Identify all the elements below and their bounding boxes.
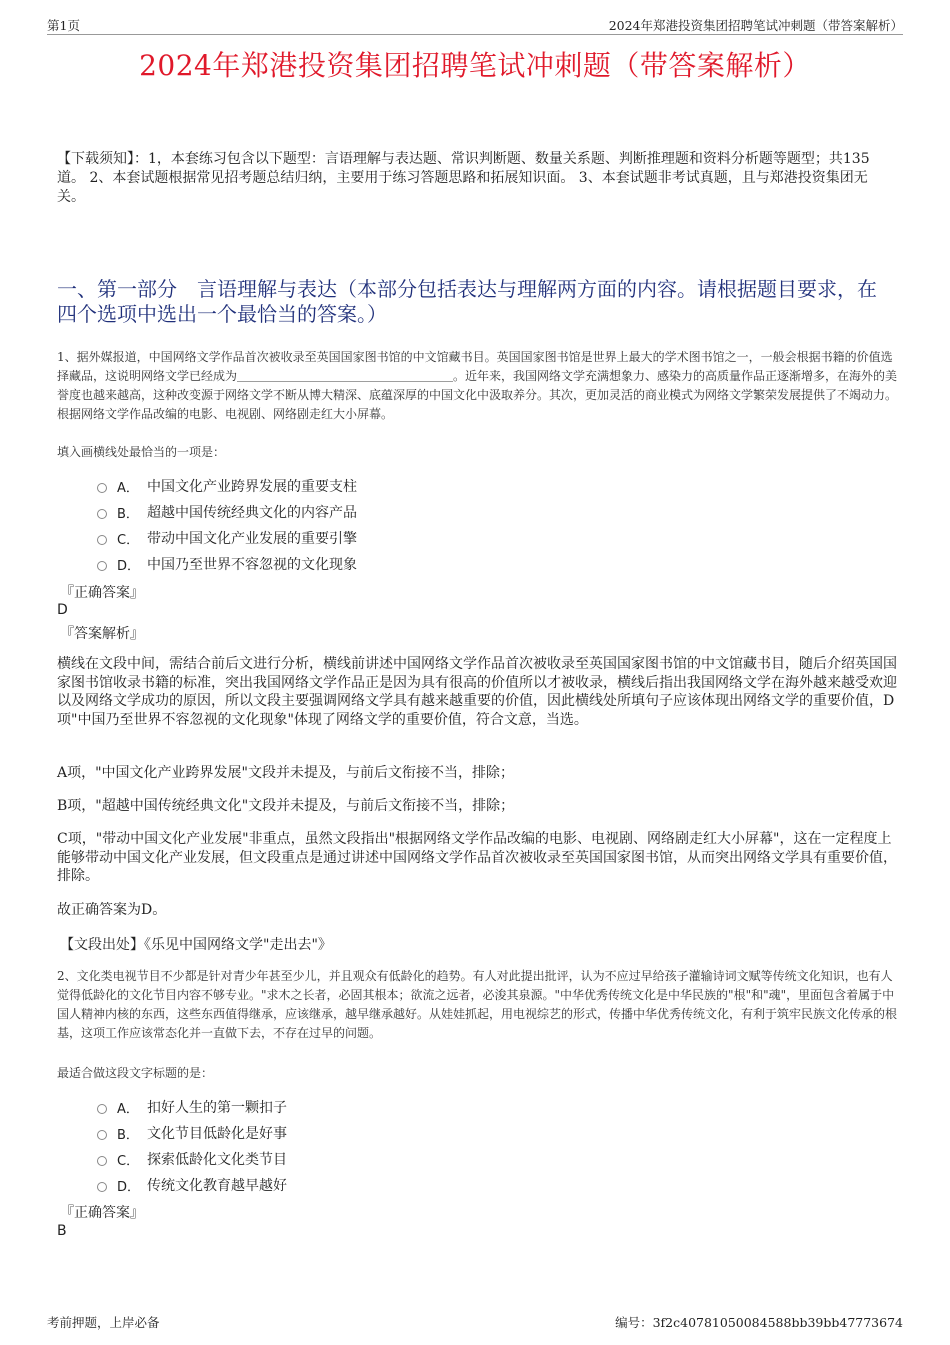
page-header xyxy=(47,16,903,35)
footer-doc-id: 编号：3f2c40781050084588bb39bb47773674 xyxy=(615,1315,903,1330)
section-title: 一、第一部分 言语理解与表达（本部分包括表达与理解两方面的内容。请根据题目要求，在四个选项中选出一个最恰当的答案。） xyxy=(57,277,877,326)
footer-slogan: 考前押题，上岸必备 xyxy=(47,1315,160,1330)
question-1-option-a[interactable]: A． 中国文化产业跨界发展的重要支柱 xyxy=(97,476,357,496)
radio-icon[interactable] xyxy=(97,1182,107,1192)
question-1-option-b[interactable]: B． 超越中国传统经典文化的内容产品 xyxy=(97,502,357,522)
radio-icon[interactable] xyxy=(97,483,107,493)
radio-icon[interactable] xyxy=(97,509,107,519)
download-notice: 【下载须知】：1，本套练习包含以下题型：言语理解与表达题、常识判断题、数量关系题、判断推理题和资料分析题等题型；共135道。 2、本套试题根据常见招考题总结归纳，主要用于练习答题思路和拓展知识面。 3、本套试题非考试真题，且与郑港投资集团无关。 xyxy=(57,151,870,205)
question-1-analysis-paragraph: 横线在文段中间，需结合前后文进行分析，横线前讲述中国网络文学作品首次被收录至英国国家图书馆的中文馆藏书目，随后介绍英国国家图书馆收录书籍的标准，突出我国网络文学作品正是因为具有很高的价值所以才被收录，横线后指出我国网络文学在海外越来越受欢迎以及网络文学成功的原因，所以文段主要强调网络文学具有越来越重要的价值，因此横线处所填句子应该体现出网络文学的重要价值，D项"中国乃至世界不容忽视的文化现象"体现了网络文学的重要价值，符合文意，当选。 xyxy=(57,656,897,728)
question-1-analysis-paragraph: C项，"带动中国文化产业发展"非重点，虽然文段指出"根据网络文学作品改编的电影、电视剧、网络剧走红大小屏幕"，这在一定程度上能够带动中国文化产业发展，但文段重点是通过讲述中国网络文学作品首次被收录至英国国家图书馆，从而突出网络文学具有重要价值，排除。 xyxy=(57,831,897,884)
question-2-option-b[interactable]: B． 文化节目低龄化是好事 xyxy=(97,1123,287,1143)
question-1-prompt: 填入画横线处最恰当的一项是： xyxy=(57,445,226,459)
header-doc-title: 2024年郑港投资集团招聘笔试冲刺题（带答案解析） xyxy=(608,18,903,33)
question-2-prompt: 最适合做这段文字标题的是： xyxy=(57,1066,214,1080)
radio-icon[interactable] xyxy=(97,1156,107,1166)
question-2-answer-label: 『正确答案』 xyxy=(60,1205,144,1221)
question-2-text: 2、文化类电视节目不少都是针对青少年甚至少儿，并且观众有低龄化的趋势。有人对此提出批评，认为不应过早给孩子灌输诗词文赋等传统文化知识，也有人觉得低龄化的文化节目内容不够专业。"求木之长者，必固其根本；欲流之远者，必浚其泉源。"中华优秀传统文化是中华民族的"根"和"魂"，里面包含着属于中国人精神内核的东西，这些东西值得继承，应该继承，越早继承越好。从娃娃抓起，用电视综艺的形式，传播中华优秀传统文化，有利于筑牢民族文化传承的根基，这项工作应该常态化并一直做下去，不存在过早的问题。 xyxy=(57,969,898,1040)
question-2-option-d[interactable]: D． 传统文化教育越早越好 xyxy=(97,1175,287,1195)
question-1-option-c[interactable]: C． 带动中国文化产业发展的重要引擎 xyxy=(97,528,357,548)
radio-icon[interactable] xyxy=(97,1104,107,1114)
radio-icon[interactable] xyxy=(97,535,107,545)
question-1-text: 1、据外媒报道，中国网络文学作品首次被收录至英国国家图书馆的中文馆藏书目。英国国家图书馆是世界上最大的学术图书馆之一，一般会根据书籍的价值选择藏品，这说明网络文学已经成为＿＿＿＿＿＿＿＿＿＿＿＿＿＿＿＿＿＿。近年来，我国网络文学充满想象力、感染力的高质量作品正逐渐增多，在海外的美誉度也越来越高，这种改变源于网络文学不断从博大精深、底蕴深厚的中国文化中汲取养分。其次，更加灵活的商业模式为网络文学繁荣发展提供了不竭动力。根据网络文学作品改编的电影、电视剧、网络剧走红大小屏幕。 xyxy=(57,350,898,421)
radio-icon[interactable] xyxy=(97,561,107,571)
page-title: 2024年郑港投资集团招聘笔试冲刺题（带答案解析） xyxy=(139,49,811,82)
radio-icon[interactable] xyxy=(97,1130,107,1140)
question-2-answer: B xyxy=(57,1223,67,1239)
question-1-analysis-conclusion: 故正确答案为D。 xyxy=(57,902,167,918)
question-1-option-d[interactable]: D． 中国乃至世界不容忽视的文化现象 xyxy=(97,554,357,574)
question-2-option-a[interactable]: A． 扣好人生的第一颗扣子 xyxy=(97,1097,287,1117)
question-1-analysis-paragraph: A项，"中国文化产业跨界发展"文段并未提及，与前后文衔接不当，排除； xyxy=(57,765,514,781)
question-1-answer-label: 『正确答案』 xyxy=(60,585,144,601)
question-2-option-c[interactable]: C． 探索低龄化文化类节目 xyxy=(97,1149,287,1169)
question-1-analysis-label: 『答案解析』 xyxy=(60,626,144,642)
page-number: 第1页 xyxy=(47,18,80,33)
question-1-answer: D xyxy=(57,602,68,618)
question-1-analysis-paragraph: B项，"超越中国传统经典文化"文段并未提及，与前后文衔接不当，排除； xyxy=(57,798,515,814)
question-1-source: 【文段出处】《乐见中国网络文学"走出去"》 xyxy=(60,937,332,953)
